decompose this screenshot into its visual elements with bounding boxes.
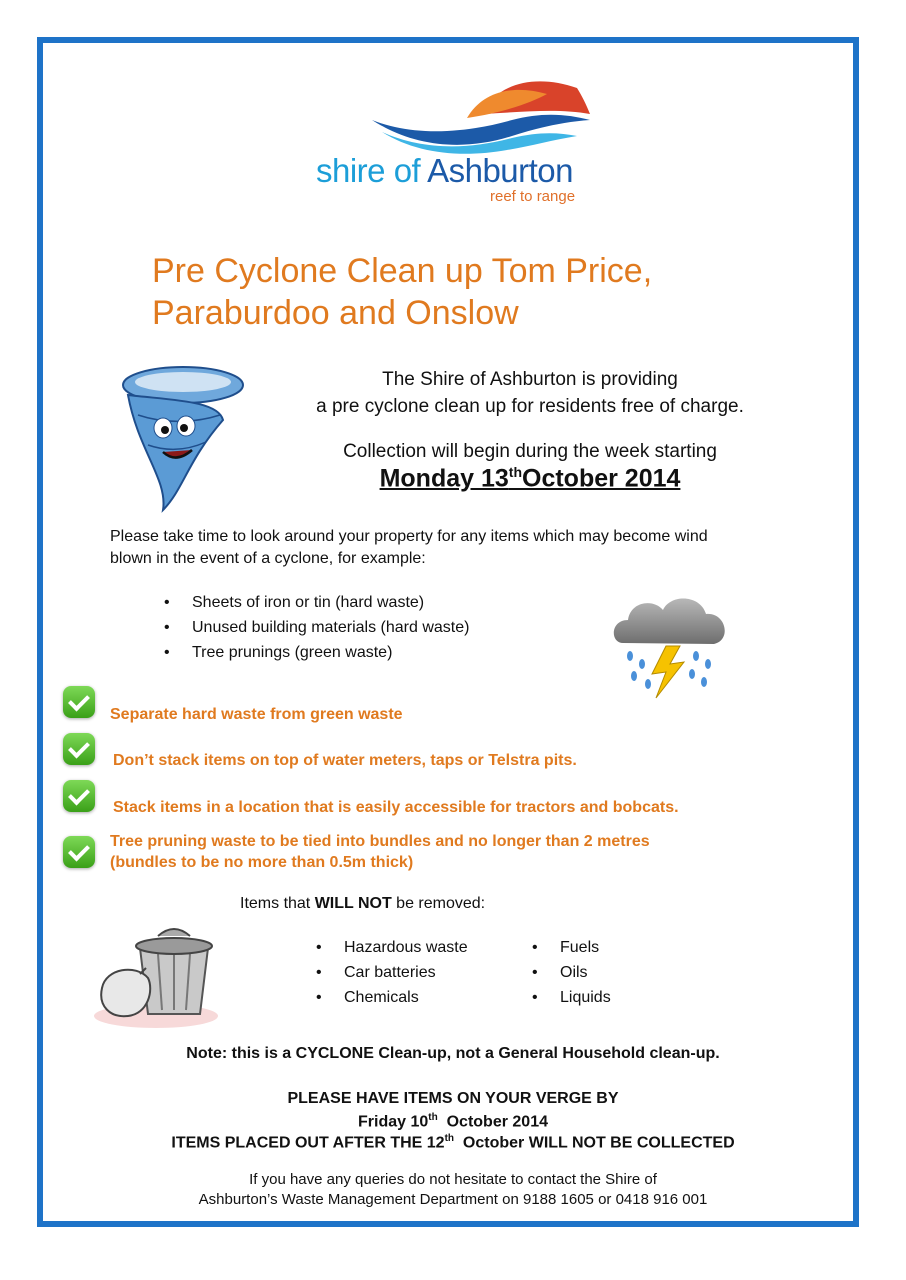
checkmark-icon [63,733,95,765]
deadline-line-1: PLEASE HAVE ITEMS ON YOUR VERGE BY [287,1090,619,1107]
tip-text: Don’t stack items on top of water meters, taps or Telstra pits. [113,752,577,769]
list-item: • Unused building materials (hard waste) [164,615,469,640]
list-item: • Car batteries [316,960,468,985]
title-line-1: Pre Cyclone Clean up Tom Price, [152,252,653,290]
page-title [152,250,652,334]
tornado-icon [108,360,248,520]
deadline-line-2: Friday 10th October 2014 [358,1112,548,1131]
tip-text: (bundles to be no more than 0.5m thick) [110,854,414,871]
intro-line-3: Collection will begin during the week starting [343,441,717,462]
shire-logo-icon [372,74,592,156]
tip-text: Tree pruning waste to be tied into bundles and no longer than 2 metres [110,833,650,850]
list-item: • Fuels [532,935,611,960]
list-item: • Chemicals [316,985,468,1010]
contact-info: If you have any queries do not hesitate to contact the Shire of Ashburton’s Waste Management Department on 9188 1605 or 0418 916 001 [198,1171,708,1208]
title-line-2: Paraburdoo and Onslow [152,294,519,332]
checkmark-icon [63,780,95,812]
trash-can-icon [88,918,228,1033]
checkmark-icon [63,836,95,868]
deadline-line-3: ITEMS PLACED OUT AFTER THE 12th October WILL NOT BE COLLECTED [171,1133,735,1152]
instructions-paragraph: Please take time to look around your property for any items which may become wind blown in the event of a cyclone, for example: [110,528,708,567]
not-removed-list-2 [532,935,611,1010]
logo-name: shire of Ashburton [316,152,574,189]
not-removed-heading: Items that WILL NOT be removed: [240,895,486,912]
checkmark-icon [63,686,95,718]
storm-cloud-icon [608,588,734,703]
list-item: • Hazardous waste [316,935,468,960]
logo-tagline: reef to range [490,188,576,205]
list-item: • Liquids [532,985,611,1010]
list-item: • Sheets of iron or tin (hard waste) [164,590,469,615]
list-item: • Tree prunings (green waste) [164,640,469,665]
collection-date: Monday 13thOctober 2014 [379,464,681,493]
tip-text: Stack items in a location that is easily accessible for tractors and bobcats. [113,799,679,816]
cyclone-note: Note: this is a CYCLONE Clean-up, not a General Household clean-up. [186,1045,720,1062]
tip-text: Separate hard waste from green waste [110,706,403,723]
list-item: • Oils [532,960,611,985]
intro-line-1: The Shire of Ashburton is providing [382,369,678,390]
examples-list [164,590,469,665]
not-removed-list-1 [316,935,468,1010]
intro-line-2: a pre cyclone clean up for residents free of charge. [316,396,744,417]
